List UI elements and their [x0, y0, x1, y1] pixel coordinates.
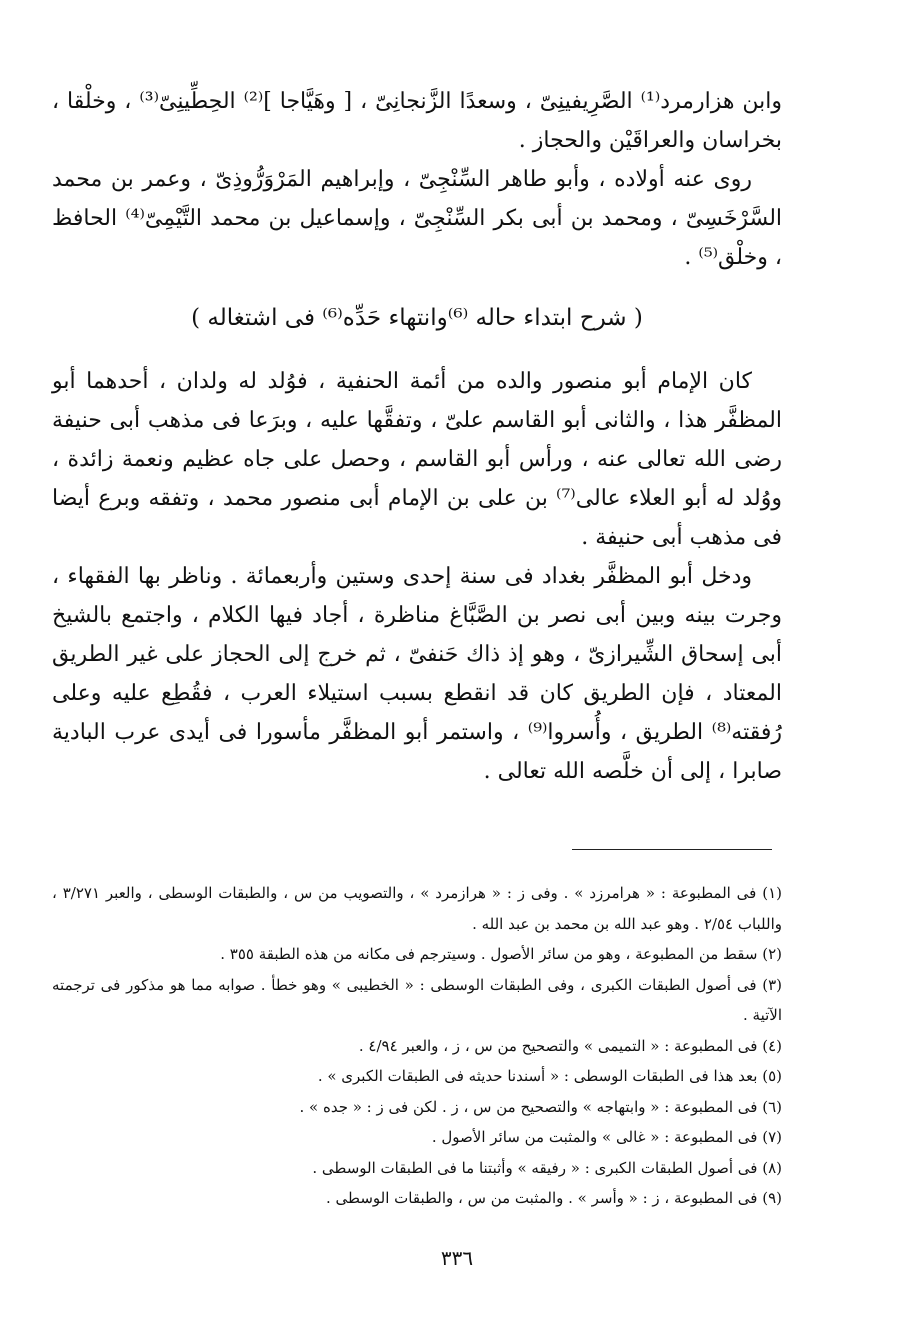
page-number: ٣٣٦	[440, 1246, 474, 1270]
footnote-1: (١) فى المطبوعة : « هرامرزد » . وفى ز : « هرازمرد » ، والتصويب من س ، والطبقات الوسطى ، والعبر ٣/٢٧١ ، واللباب ٢/٥٤ . وهو عبد الله بن محمد بن عبد الله .	[52, 884, 783, 933]
family-paragraph: كان الإمام أبو منصور والده من أئمة الحنفية ، فوُلد له ولدان ، أحدهما أبو المظفَّر هذا ، والثانى أبو القاسم علىّ ، وتفقَّها عليه ، وبرَعا فى مذهب أبى حنيفة رضى الله تعالى عنه ، ورأس أبو القاسم ، وحصل على جاه عظيم ونعمة زائدة ، ووُلد له أبو العلاء عالى⁽⁷⁾ بن على بن الإمام أبى منصور محمد ، وتفقه وبرع أيضا فى مذهب أبى حنيفة .	[52, 369, 782, 550]
baghdad-paragraph: ودخل أبو المظفَّر بغداد فى سنة إحدى وستين وأربعمائة . وناظر بها الفقهاء ، وجرت بينه وبين أبى نصر بن الصَّبَّاغ مناظرة ، أجاد فيها الكلام ، واجتمع بالشيخ أبى إسحاق الشِّيرازىّ ، وهو إذ ذاك حَنفىّ ، ثم خرج إلى الحجاز على غير الطريق المعتاد ، فإن الطريق كان قد انقطع بسبب استيلاء العرب ، فقُطِع عليه وعلى رُفقته⁽⁸⁾ الطريق ، وأُسروا⁽⁹⁾ ، واستمر أبو المظفَّر مأسورا فى أيدى عرب البادية صابرا ، إلى أن خلَّصه الله تعالى .	[52, 564, 782, 784]
footnote-2: (٢) سقط من المطبوعة ، وهو من سائر الأصول . وسيترجم فى مكانه من هذه الطبقة ٣٥٥ .	[220, 945, 782, 963]
top-text-block	[52, 82, 782, 277]
footnote-8: (٨) فى أصول الطبقات الكبرى : « رفيقه » وأثبتنا ما فى الطبقات الوسطى .	[312, 1158, 782, 1177]
main-text-block	[52, 362, 782, 791]
footnotes	[52, 878, 782, 1214]
footnote-divider	[572, 849, 772, 850]
footnote-9: (٩) فى المطبوعة ، ز : « وأسر » . والمثبت من س ، والطبقات الوسطى .	[326, 1189, 782, 1207]
footnote-6: (٦) فى المطبوعة : « وابتهاجه » والتصحيح من س ، ز . لكن فى ز : « جده » .	[299, 1097, 782, 1116]
narrators-paragraph: وابن هزارمرد⁽¹⁾ الصَّرِيفينِىّ ، وسعدًا الزَّنجانِىّ ، [ وهَيَّاجا ]⁽²⁾ الحِطِّينِىّ⁽³⁾ ، وخلْقا ، بخراسان والعراقَيْن والحجاز .	[52, 89, 782, 153]
footnote-4: (٤) فى المطبوعة : « التميمى » والتصحيح من س ، ز ، والعبر ٤/٩٤ .	[358, 1036, 782, 1055]
section-heading: ( شرح ابتداء حاله ⁽⁶⁾وانتهاء حَدِّه⁽⁶⁾ فى اشتغاله )	[191, 305, 643, 331]
students-paragraph: روى عنه أولاده ، وأبو طاهر السِّنْجِىّ ، وإبراهيم المَرْوَرُّوذِىّ ، وعمر بن محمد السَّرْخَسِىّ ، ومحمد بن أبى بكر السِّنْجِىّ ، وإسماعيل بن محمد التَّيْمِىّ⁽⁴⁾ الحافظ ، وخلْق⁽⁵⁾ .	[52, 167, 783, 270]
footnote-5: (٥) بعد هذا فى الطبقات الوسطى : « أسندنا حديثه فى الطبقات الكبرى » .	[317, 1067, 782, 1085]
footnote-3: (٣) فى أصول الطبقات الكبرى ، وفى الطبقات الوسطى : « الخطيبى » وهو خطأ . صوابه مما هو مذكور فى ترجمته الآتية .	[52, 975, 782, 1024]
footnote-7: (٧) فى المطبوعة : « غالى » والمثبت من سائر الأصول .	[431, 1128, 782, 1146]
